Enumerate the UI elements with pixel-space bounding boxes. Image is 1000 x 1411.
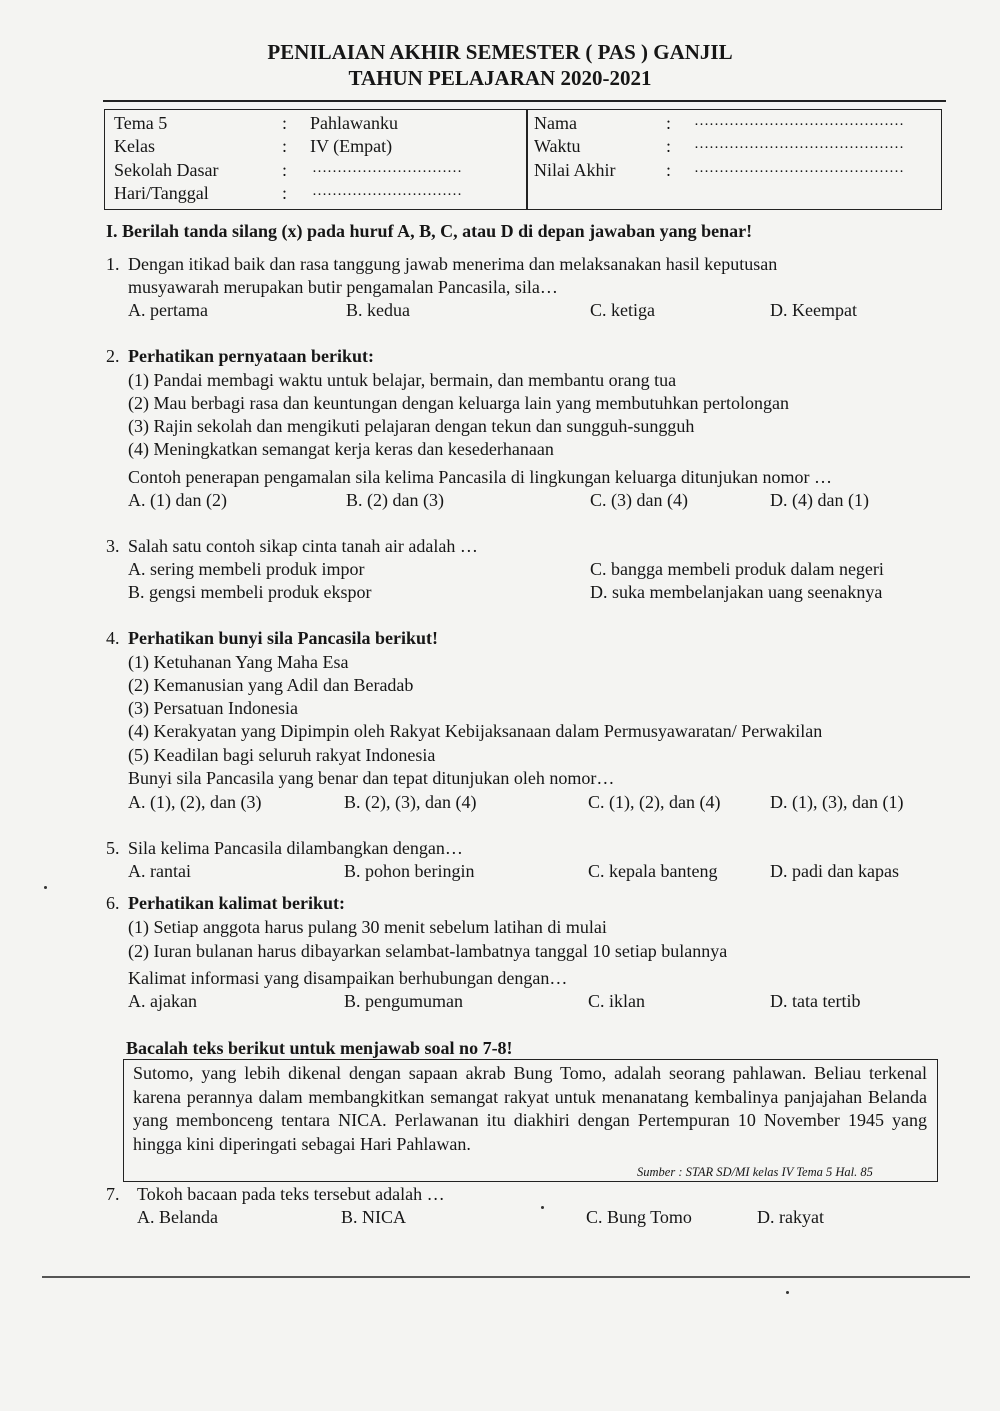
class-value: IV (Empat) <box>310 136 393 156</box>
statement: (4) Meningkatkan semangat kerja keras dan kesederhanaan <box>128 439 554 459</box>
class-label: Kelas <box>114 136 155 156</box>
time-field[interactable]: …………………………………… <box>694 136 904 152</box>
identity-divider <box>526 110 528 209</box>
day-date-field[interactable]: ………………………… <box>312 183 462 199</box>
separator: : <box>666 113 672 133</box>
question-number: 7. <box>106 1184 120 1204</box>
question-number: 1. <box>106 254 120 274</box>
question-text: Tokoh bacaan pada teks tersebut adalah … <box>137 1184 445 1204</box>
option-d[interactable]: D. rakyat <box>757 1207 824 1227</box>
question-text: Dengan itikad baik dan rasa tanggung jawab menerima dan melaksanakan hasil keputusan <box>128 254 778 274</box>
option-b[interactable]: B. pohon beringin <box>344 861 475 881</box>
final-score-field[interactable]: …………………………………… <box>694 160 904 176</box>
theme-value: Pahlawanku <box>310 113 398 133</box>
separator: : <box>282 136 288 156</box>
option-a[interactable]: A. pertama <box>128 300 208 320</box>
separator: : <box>282 113 288 133</box>
question-number: 2. <box>106 346 120 366</box>
question-heading: Perhatikan kalimat berikut: <box>128 893 346 913</box>
exam-title: PENILAIAN AKHIR SEMESTER ( PAS ) GANJIL <box>267 40 733 64</box>
statement: (2) Iuran bulanan harus dibayarkan selambat-lambatnya tanggal 10 setiap bulannya <box>128 941 728 961</box>
statement: (2) Kemanusian yang Adil dan Beradab <box>128 675 414 695</box>
option-d[interactable]: D. padi dan kapas <box>770 861 899 881</box>
statement: (1) Setiap anggota harus pulang 30 menit sebelum latihan di mulai <box>128 917 607 937</box>
question-number: 4. <box>106 628 120 648</box>
scan-speck <box>786 1291 789 1294</box>
time-label: Waktu <box>534 136 581 156</box>
option-c[interactable]: C. (3) dan (4) <box>590 490 688 510</box>
question-text: Salah satu contoh sikap cinta tanah air adalah … <box>128 536 478 556</box>
statement: (3) Rajin sekolah dan mengikuti pelajaran dengan tekun dan sungguh-sungguh <box>128 416 695 436</box>
option-c[interactable]: C. bangga membeli produk dalam negeri <box>590 559 884 579</box>
option-b[interactable]: B. kedua <box>346 300 410 320</box>
day-date-label: Hari/Tanggal <box>114 183 209 203</box>
statement: (2) Mau berbagi rasa dan keuntungan dengan keluarga lain yang membutuhkan pertolongan <box>128 393 789 413</box>
header-rule <box>103 100 946 102</box>
option-b[interactable]: B. NICA <box>341 1207 407 1227</box>
statement: (1) Pandai membagi waktu untuk belajar, bermain, dan membantu orang tua <box>128 370 677 390</box>
question-number: 3. <box>106 536 120 556</box>
scan-speck <box>44 886 47 889</box>
scan-speck <box>541 1206 544 1209</box>
option-b[interactable]: B. pengumuman <box>344 991 463 1011</box>
question-text: Contoh penerapan pengamalan sila kelima Pancasila di lingkungan keluarga ditunjukan nomor … <box>128 467 832 487</box>
theme-label: Tema 5 <box>114 113 168 133</box>
reading-passage: Sutomo, yang lebih dikenal dengan sapaan akrab Bung Tomo, adalah seorang pahlawan. Beliau terkenal karena perannya dalam membangkitkan semangat rakyat untuk menanatang kembalinya panjajahan Belanda yang membonceng tentara NICA. Perlawanan itu diakhiri dengan Pertempuran 10 November 1945 yang hingga kini diperingati sebagai Hari Pahlawan. <box>133 1063 927 1154</box>
option-c[interactable]: C. Bung Tomo <box>586 1207 692 1227</box>
name-field[interactable]: …………………………………… <box>694 113 904 129</box>
reading-instruction: Bacalah teks berikut untuk menjawab soal no 7-8! <box>126 1038 513 1058</box>
option-a[interactable]: A. ajakan <box>128 991 197 1011</box>
separator: : <box>282 160 288 180</box>
option-c[interactable]: C. (1), (2), dan (4) <box>588 792 721 812</box>
option-a[interactable]: A. (1) dan (2) <box>128 490 227 510</box>
option-c[interactable]: C. iklan <box>588 991 645 1011</box>
section-instruction: I. Berilah tanda silang (x) pada huruf A, B, C, atau D di depan jawaban yang benar! <box>106 221 753 241</box>
option-b[interactable]: B. (2) dan (3) <box>346 490 444 510</box>
question-number: 6. <box>106 893 120 913</box>
option-a[interactable]: A. Belanda <box>137 1207 218 1227</box>
question-heading: Perhatikan bunyi sila Pancasila berikut! <box>128 628 439 648</box>
option-d[interactable]: D. tata tertib <box>770 991 861 1011</box>
statement: (5) Keadilan bagi seluruh rakyat Indonesia <box>128 745 436 765</box>
option-a[interactable]: A. (1), (2), dan (3) <box>128 792 262 812</box>
statement: (1) Ketuhanan Yang Maha Esa <box>128 652 349 672</box>
separator: : <box>666 160 672 180</box>
question-heading: Perhatikan pernyataan berikut: <box>128 346 375 366</box>
statement: (3) Persatuan Indonesia <box>128 698 298 718</box>
option-d[interactable]: D. (1), (3), dan (1) <box>770 792 904 812</box>
option-c[interactable]: C. ketiga <box>590 300 655 320</box>
option-c[interactable]: C. kepala banteng <box>588 861 718 881</box>
school-field[interactable]: ………………………… <box>312 160 462 176</box>
final-score-label: Nilai Akhir <box>534 160 616 180</box>
question-text: musyawarah merupakan butir pengamalan Pancasila, sila… <box>128 277 558 297</box>
option-d[interactable]: D. suka membelanjakan uang seenaknya <box>590 582 883 602</box>
question-text: Kalimat informasi yang disampaikan berhubungan dengan… <box>128 968 568 988</box>
academic-year: TAHUN PELAJARAN 2020-2021 <box>348 66 652 90</box>
option-d[interactable]: D. Keempat <box>770 300 857 320</box>
school-label: Sekolah Dasar <box>114 160 219 180</box>
name-label: Nama <box>534 113 577 133</box>
separator: : <box>666 136 672 156</box>
question-text: Sila kelima Pancasila dilambangkan dengan… <box>128 838 463 858</box>
option-a[interactable]: A. sering membeli produk impor <box>128 559 365 579</box>
question-text: Bunyi sila Pancasila yang benar dan tepat ditunjukan oleh nomor… <box>128 768 615 788</box>
footer-rule <box>42 1276 970 1278</box>
option-b[interactable]: B. (2), (3), dan (4) <box>344 792 477 812</box>
option-a[interactable]: A. rantai <box>128 861 191 881</box>
reading-source: Sumber : STAR SD/MI kelas IV Tema 5 Hal. 85 <box>637 1165 873 1179</box>
option-b[interactable]: B. gengsi membeli produk ekspor <box>128 582 372 602</box>
question-number: 5. <box>106 838 120 858</box>
separator: : <box>282 183 288 203</box>
option-d[interactable]: D. (4) dan (1) <box>770 490 869 510</box>
statement: (4) Kerakyatan yang Dipimpin oleh Rakyat Kebijaksanaan dalam Permusyawaratan/ Perwakilan <box>128 721 823 741</box>
